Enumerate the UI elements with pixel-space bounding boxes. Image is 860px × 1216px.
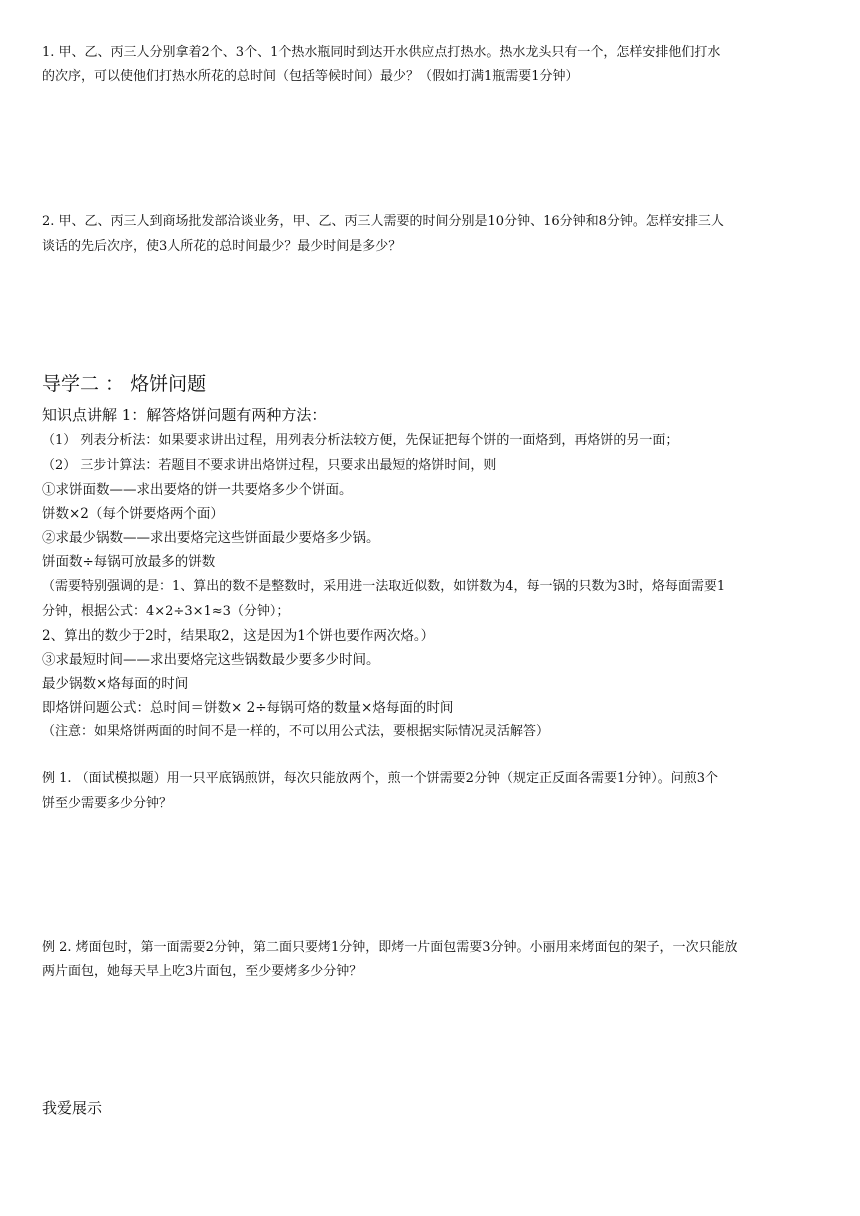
knowledge-point-heading: 知识点讲解 1：解答烙饼问题有两种方法：	[42, 406, 327, 424]
example-1-line-1: 例 1. （面试模拟题）用一只平底锅煎饼，每次只能放两个，煎一个饼需要2分钟（规定正反面各需要1分钟）。问煎3个	[42, 771, 718, 786]
note-line-2: 分钟，根据公式：4×2÷3×1≈3（分钟）；	[42, 604, 290, 619]
note-line-1: （需要特别强调的是：1、算出的数不是整数时，采用进一法取近似数，如饼数为4，每一锅的只数为3时，烙每面需要1	[42, 579, 726, 594]
show-heading: 我爱展示	[42, 1099, 103, 1117]
method-1-line: （1） 列表分析法：如果要求讲出过程，用列表分析法较方便，先保证把每个饼的一面烙到，再烙饼的另一面；	[42, 433, 679, 448]
note-line-3: 2、算出的数少于2时，结果取2，这是因为1个饼也要作两次烙。）	[42, 628, 435, 644]
example-1-line-2: 饼至少需要多少分钟？	[42, 796, 173, 811]
step-1-formula: 饼数×2（每个饼要烙两个面）	[42, 506, 224, 522]
step-3-formula: 最少锅数×烙每面的时间	[42, 676, 189, 692]
question-2-line-1: 2. 甲、乙、丙三人到商场批发部洽谈业务，甲、乙、丙三人需要的时间分别是10分钟、16分钟和8分钟。怎样安排三人	[42, 214, 724, 229]
pancake-formula: 即烙饼问题公式：总时间＝饼数× 2÷每锅可烙的数量×烙每面的时间	[42, 700, 454, 716]
question-1-line-1: 1. 甲、乙、丙三人分别拿着2个、3个、1个热水瓶同时到达开水供应点打热水。热水龙头只有一个，怎样安排他们打水	[42, 45, 721, 60]
example-2-line-1: 例 2. 烤面包时，第一面需要2分钟，第二面只要烤1分钟，即烤一片面包需要3分钟。小丽用来烤面包的架子，一次只能放	[42, 940, 738, 955]
question-2-line-2: 谈话的先后次序，使3人所花的总时间最少？最少时间是多少？	[42, 239, 402, 254]
step-2-formula: 饼面数÷每锅可放最多的饼数	[42, 554, 216, 570]
step-3-line: ③求最短时间——求出要烙完这些锅数最少要多少时间。	[42, 652, 380, 668]
step-1-line: ①求饼面数——求出要烙的饼一共要烙多少个饼面。	[42, 482, 353, 498]
section-title: 导学二 ： 烙饼问题	[42, 373, 207, 395]
step-2-line: ②求最少锅数——求出要烙完这些饼面最少要烙多少锅。	[42, 530, 380, 546]
example-2-line-2: 两片面包，她每天早上吃3片面包，至少要烤多少分钟？	[42, 964, 363, 979]
question-1-line-2: 的次序，可以使他们打热水所花的总时间（包括等候时间）最少？（假如打满1瓶需要1分钟）	[42, 69, 579, 84]
attention-note: （注意：如果烙饼两面的时间不是一样的，不可以用公式法，要根据实际情况灵活解答）	[42, 724, 550, 739]
method-2-line: （2） 三步计算法：若题目不要求讲出烙饼过程，只要求出最短的烙饼时间，则	[42, 458, 497, 473]
